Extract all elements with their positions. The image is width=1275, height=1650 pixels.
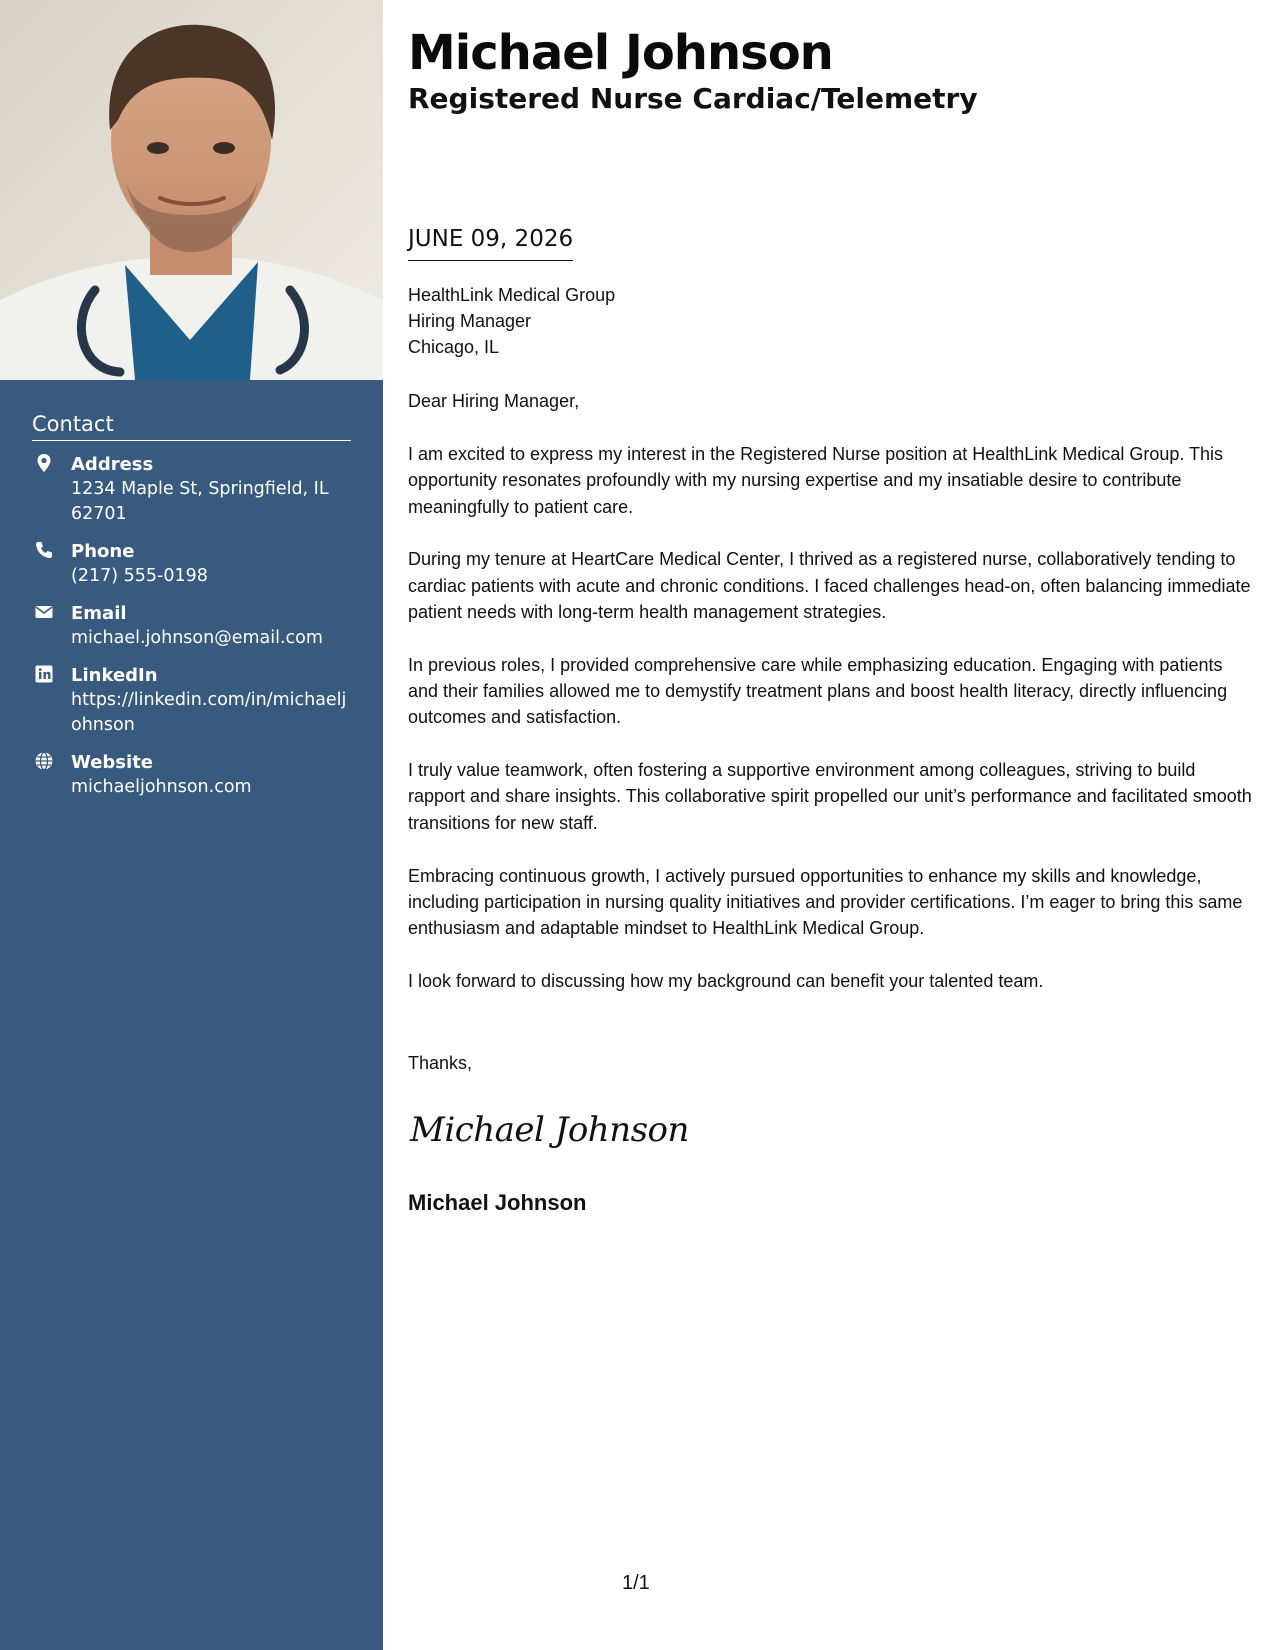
address-value: 1234 Maple St, Springfield, IL 62701 [71,479,329,524]
letter-body [408,441,1253,1021]
recipient-company: HealthLink Medical Group [408,285,616,305]
contact-website [32,751,351,800]
contact-label: Email [71,603,127,624]
signature: Michael Johnson [410,1110,689,1150]
letter-date: JUNE 09, 2026 [408,224,573,261]
body-paragraph: During my tenure at HeartCare Medical Center, I thrived as a registered nurse, collaboratively tending to cardiac patients with acute and chronic conditions. I faced challenges head-on, often balancing immediate patient needs with long-term health management strategies. [408,549,1251,622]
letter-content [408,24,1253,1215]
location-pin-icon [34,453,54,473]
contact-section [32,412,351,813]
contact-phone [32,540,351,589]
contact-address [32,453,351,527]
signed-name: Michael Johnson [408,1190,587,1215]
body-paragraph: Embracing continuous growth, I actively pursued opportunities to enhance my skills and knowledge, including participation in nursing quality initiatives and provider certifications. I’m eager to bring this same enthusiasm and adaptable mindset to HealthLink Medical Group. [408,865,1243,939]
globe-icon [34,751,54,771]
body-paragraph: I truly value teamwork, often fostering a supportive environment among colleagues, striving to build rapport and share insights. This collaborative spirit propelled our unit’s performance and facilitated smooth transitions for new staff. [408,760,1252,833]
phone-value: (217) 555-0198 [71,566,208,586]
contact-heading: Contact [32,412,351,441]
website-link[interactable]: michaeljohnson.com [71,777,252,797]
closing: Thanks, [408,1053,473,1073]
linkedin-icon [34,664,54,684]
recipient-block [408,282,615,360]
contact-label: Website [71,752,154,773]
salutation: Dear Hiring Manager, [408,391,580,411]
email-link[interactable]: michael.johnson@email.com [71,628,323,648]
recipient-location: Chicago, IL [408,337,500,357]
contact-label: LinkedIn [71,665,158,686]
contact-email [32,602,351,651]
page-number: 1/1 [622,1572,650,1594]
linkedin-link[interactable]: https://linkedin.com/in/michaeljohnson [71,690,347,735]
recipient-role: Hiring Manager [408,311,532,331]
body-paragraph: I look forward to discussing how my background can benefit your talented team. [408,970,1044,991]
envelope-icon [34,602,54,622]
applicant-name: Michael Johnson [408,25,833,81]
body-paragraph: I am excited to express my interest in the Registered Nurse position at HealthLink Medical Group. This opportunity resonates profoundly with my nursing expertise and my insatiable desire to contribute meaningfully to patient care. [408,444,1224,517]
phone-icon [34,540,54,560]
body-paragraph: In previous roles, I provided comprehensive care while emphasizing education. Engaging with patients and their families allowed me to demystify treatment plans and boost health literacy, directly influencing outcomes and satisfaction. [408,654,1228,728]
contact-linkedin [32,664,351,738]
profile-photo [0,0,383,380]
sidebar [0,0,383,1650]
contact-label: Phone [71,541,135,562]
contact-label: Address [71,454,154,475]
job-title: Registered Nurse Cardiac/Telemetry [408,82,978,115]
